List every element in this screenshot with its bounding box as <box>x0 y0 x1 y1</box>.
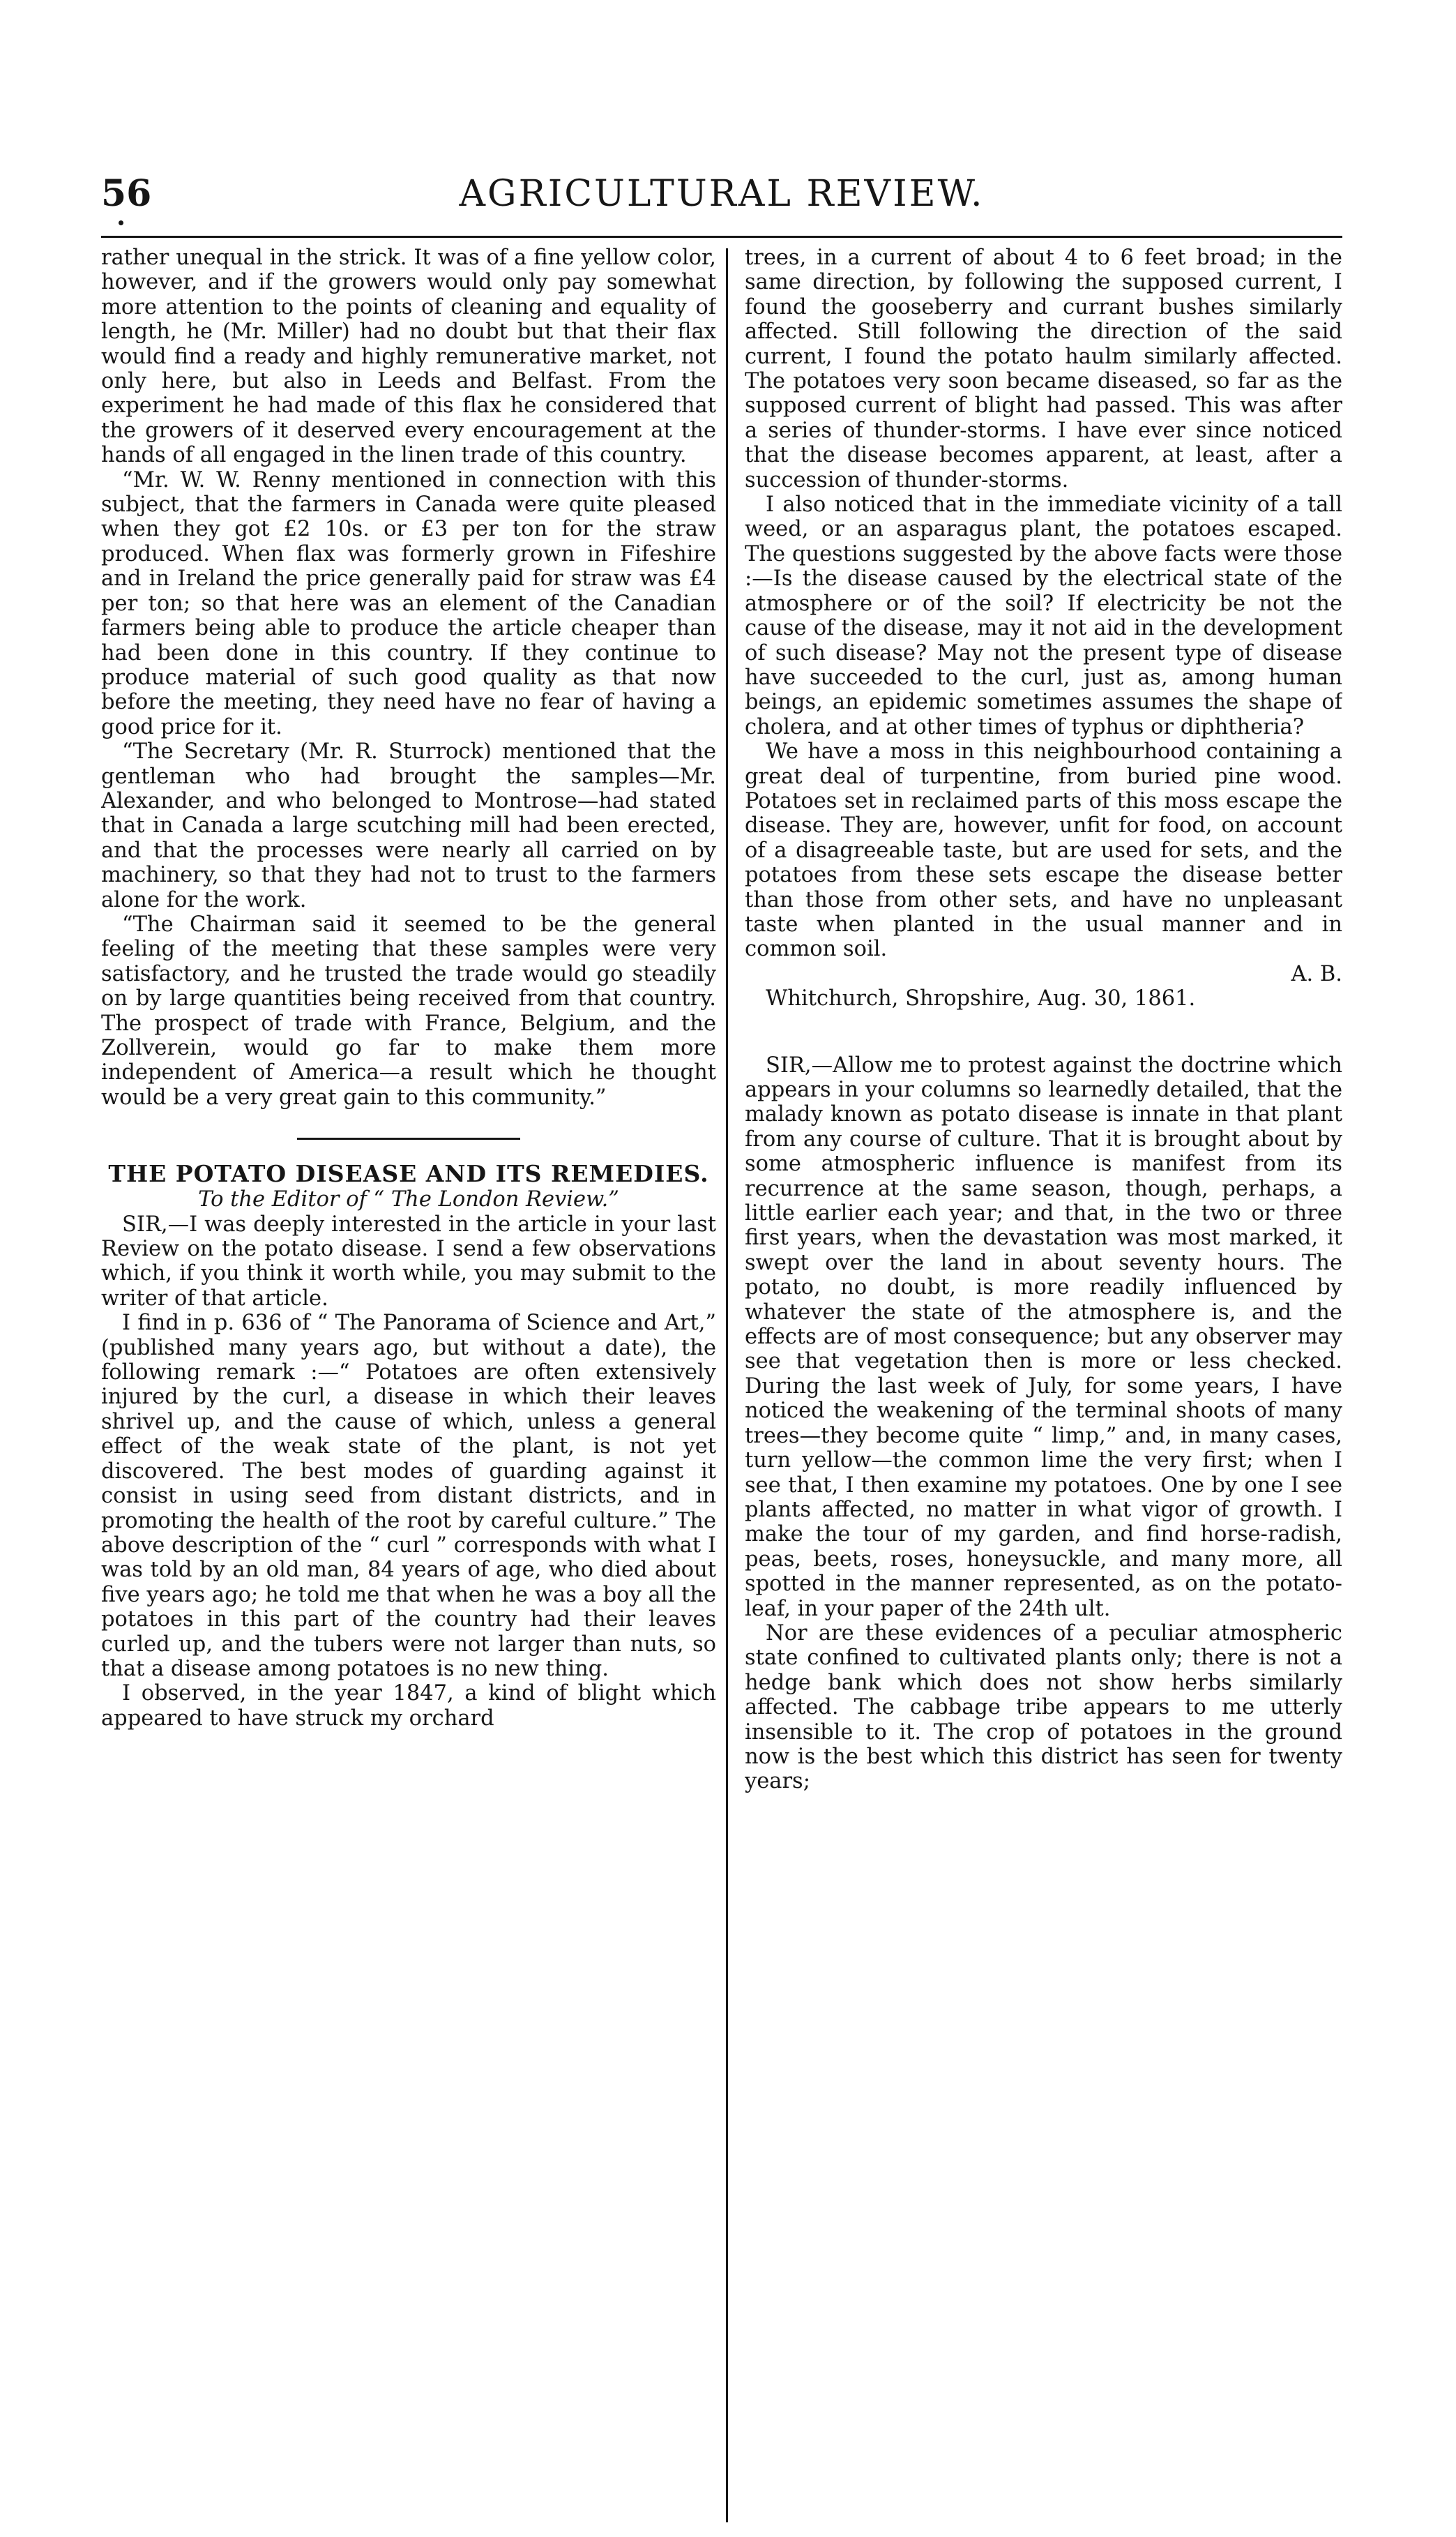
paragraph-panorama: I find in p. 636 of “ The Panorama of Science and Art,” (published many years ago, but without a date), the following remark :—“ Potatoes are often extensively injured by the curl, a disease in which their leaves shrivel up, and the cause of which, unless a general effect of the weak state of the plant, is not yet discovered. The best modes of guarding against it consist in using seed from distant districts, and in promoting the health of the root by careful culture.” The above description of the “ curl ” corresponds with what I was told by an old man, 84 years of age, who died about five years ago; he told me that when he was a boy all the potatoes in this part of the country had their leaves curled up, and the tubers were not larger than nuts, so that a disease among potatoes is no new thing. <box>101 1311 716 1681</box>
header-dot <box>119 220 123 225</box>
column-divider <box>726 248 728 2522</box>
letter-signature: A. B. <box>1291 961 1342 986</box>
left-column <box>101 246 716 2506</box>
page-number: 56 <box>101 172 152 215</box>
running-title: AGRICULTURAL REVIEW. <box>459 173 985 215</box>
paragraph-atmospheric-state: Nor are these evidences of a peculiar atmospheric state confined to cultivated plants only; there is not a hedge bank which does not show herbs similarly affected. The cabbage tribe appears to me utterly insensible to it. The crop of potatoes in the ground now is the best which this district has seen for twenty years; <box>745 1620 1342 1794</box>
paragraph-secretary: “The Secretary (Mr. R. Sturrock) mentioned that the gentleman who had brought the samples—Mr. Alexander, and who belonged to Montrose—had stated that in Canada a large scutching mill had been erected, and that the processes were nearly all carried on by machinery, so that they had not to trust to the farmers alone for the work. <box>101 739 716 912</box>
paragraph-second-letter: SIR,—Allow me to protest against the doctrine which appears in your columns so learnedly detailed, that the malady known as potato disease is innate in that plant from any course of culture. That it is brought about by some atmospheric influence is manifest from its recurrence at the same season, though, perhaps, a little earlier each year; and that, in the two or three first years, when the devastation was most marked, it swept over the land in about seventy hours. The potato, no doubt, is more readily influenced by whatever the state of the atmosphere is, and the effects are of most consequence; but any observer may see that vegetation then is more or less checked. During the last week of July, for some years, I have noticed the weakening of the terminal shoots of many trees—they become quite “ limp,” and, in many cases, turn yellow—the common lime the very first; when I see that, I then examine my potatoes. One by one I see plants affected, no matter in what vigor of growth. I make the tour of my garden, and find horse-radish, peas, beets, roses, honeysuckle, and many more, all spotted in the manner represented, as on the potato-leaf, in your paper of the 24th ult. <box>745 1053 1342 1621</box>
section-divider <box>297 1138 520 1140</box>
paragraph-letter-intro: SIR,—I was deeply interested in the article in your last Review on the potato disease. I send a few observations which, if you think it worth while, you may submit to the writer of that article. <box>101 1212 716 1311</box>
paragraph-turpentine-moss: We have a moss in this neighbourhood containing a great deal of turpentine, from buried pine wood. Potatoes set in reclaimed parts of this moss escape the disease. They are, however, unfit for food, on account of a disagreeable taste, but are used for sets, and the potatoes from these sets escape the disease better than those from other sets, and have no unpleasant taste when planted in the usual manner and in common soil. <box>745 739 1342 962</box>
paragraph-renny: “Mr. W. W. Renny mentioned in connection with this subject, that the farmers in Canada were quite pleased when they got £2 10s. or £3 per ton for the straw produced. When flax was formerly grown in Fifeshire and in Ireland the price generally paid for straw was £4 per ton; so that here was an element of the Canadian farmers being able to produce the article cheaper than had been done in this country. If they continue to produce material of such good quality as that now before the meeting, they need have no fear of having a good price for it. <box>101 467 716 739</box>
paragraph-chairman: “The Chairman said it seemed to be the general feeling of the meeting that these samples were very satisfactory, and he trusted the trade would go steadily on by large quantities being received from that country. The prospect of trade with France, Belgium, and the Zollverein, would go far to make them more independent of America—a result which he thought would be a very great gain to this community.” <box>101 912 716 1110</box>
article-dedication: To the Editor of “ The London Review.” <box>198 1187 619 1212</box>
header-rule <box>101 236 1342 238</box>
page-header <box>101 166 1342 222</box>
paragraph-orchard-current: trees, in a current of about 4 to 6 feet broad; in the same direction, by following the supposed current, I found the gooseberry and currant bushes similarly affected. Still following the direction of the said current, I found the potato haulm similarly affected. The potatoes very soon became diseased, so far as the supposed current of blight had passed. This was after a series of thunder-storms. I have ever since noticed that the disease becomes apparent, at least, after a succession of thunder-storms. <box>745 246 1342 492</box>
paragraph-flax-quality: rather unequal in the strick. It was of a fine yellow color, however, and if the growers would only pay somewhat more attention to the points of cleaning and equality of length, he (Mr. Miller) had no doubt but that their flax would find a ready and highly remunerative market, not only here, but also in Leeds and Belfast. From the experiment he had made of this flax he considered that the growers of it deserved every encouragement at the hands of all engaged in the linen trade of this country. <box>101 246 716 468</box>
paragraph-blight-1847: I observed, in the year 1847, a kind of blight which appeared to have struck my orchard <box>101 1681 716 1731</box>
letter-gap <box>745 1011 1342 1053</box>
paragraph-electricity: I also noticed that in the immediate vicinity of a tall weed, or an asparagus plant, the potatoes escaped. The questions suggested by the above facts were those :—Is the disease caused by the electrical state of the atmosphere or of the soil? If electricity be not the cause of the disease, may it not aid in the development of such disease? May not the present type of disease have succeeded to the curl, just as, among human beings, an epidemic sometimes assumes the shape of cholera, and at other times of typhus or diphtheria? <box>745 492 1342 739</box>
right-column <box>745 246 1342 2506</box>
article-title: THE POTATO DISEASE AND ITS REMEDIES. <box>108 1160 709 1188</box>
letter-place-date: Whitchurch, Shropshire, Aug. 30, 1861. <box>766 986 1196 1011</box>
